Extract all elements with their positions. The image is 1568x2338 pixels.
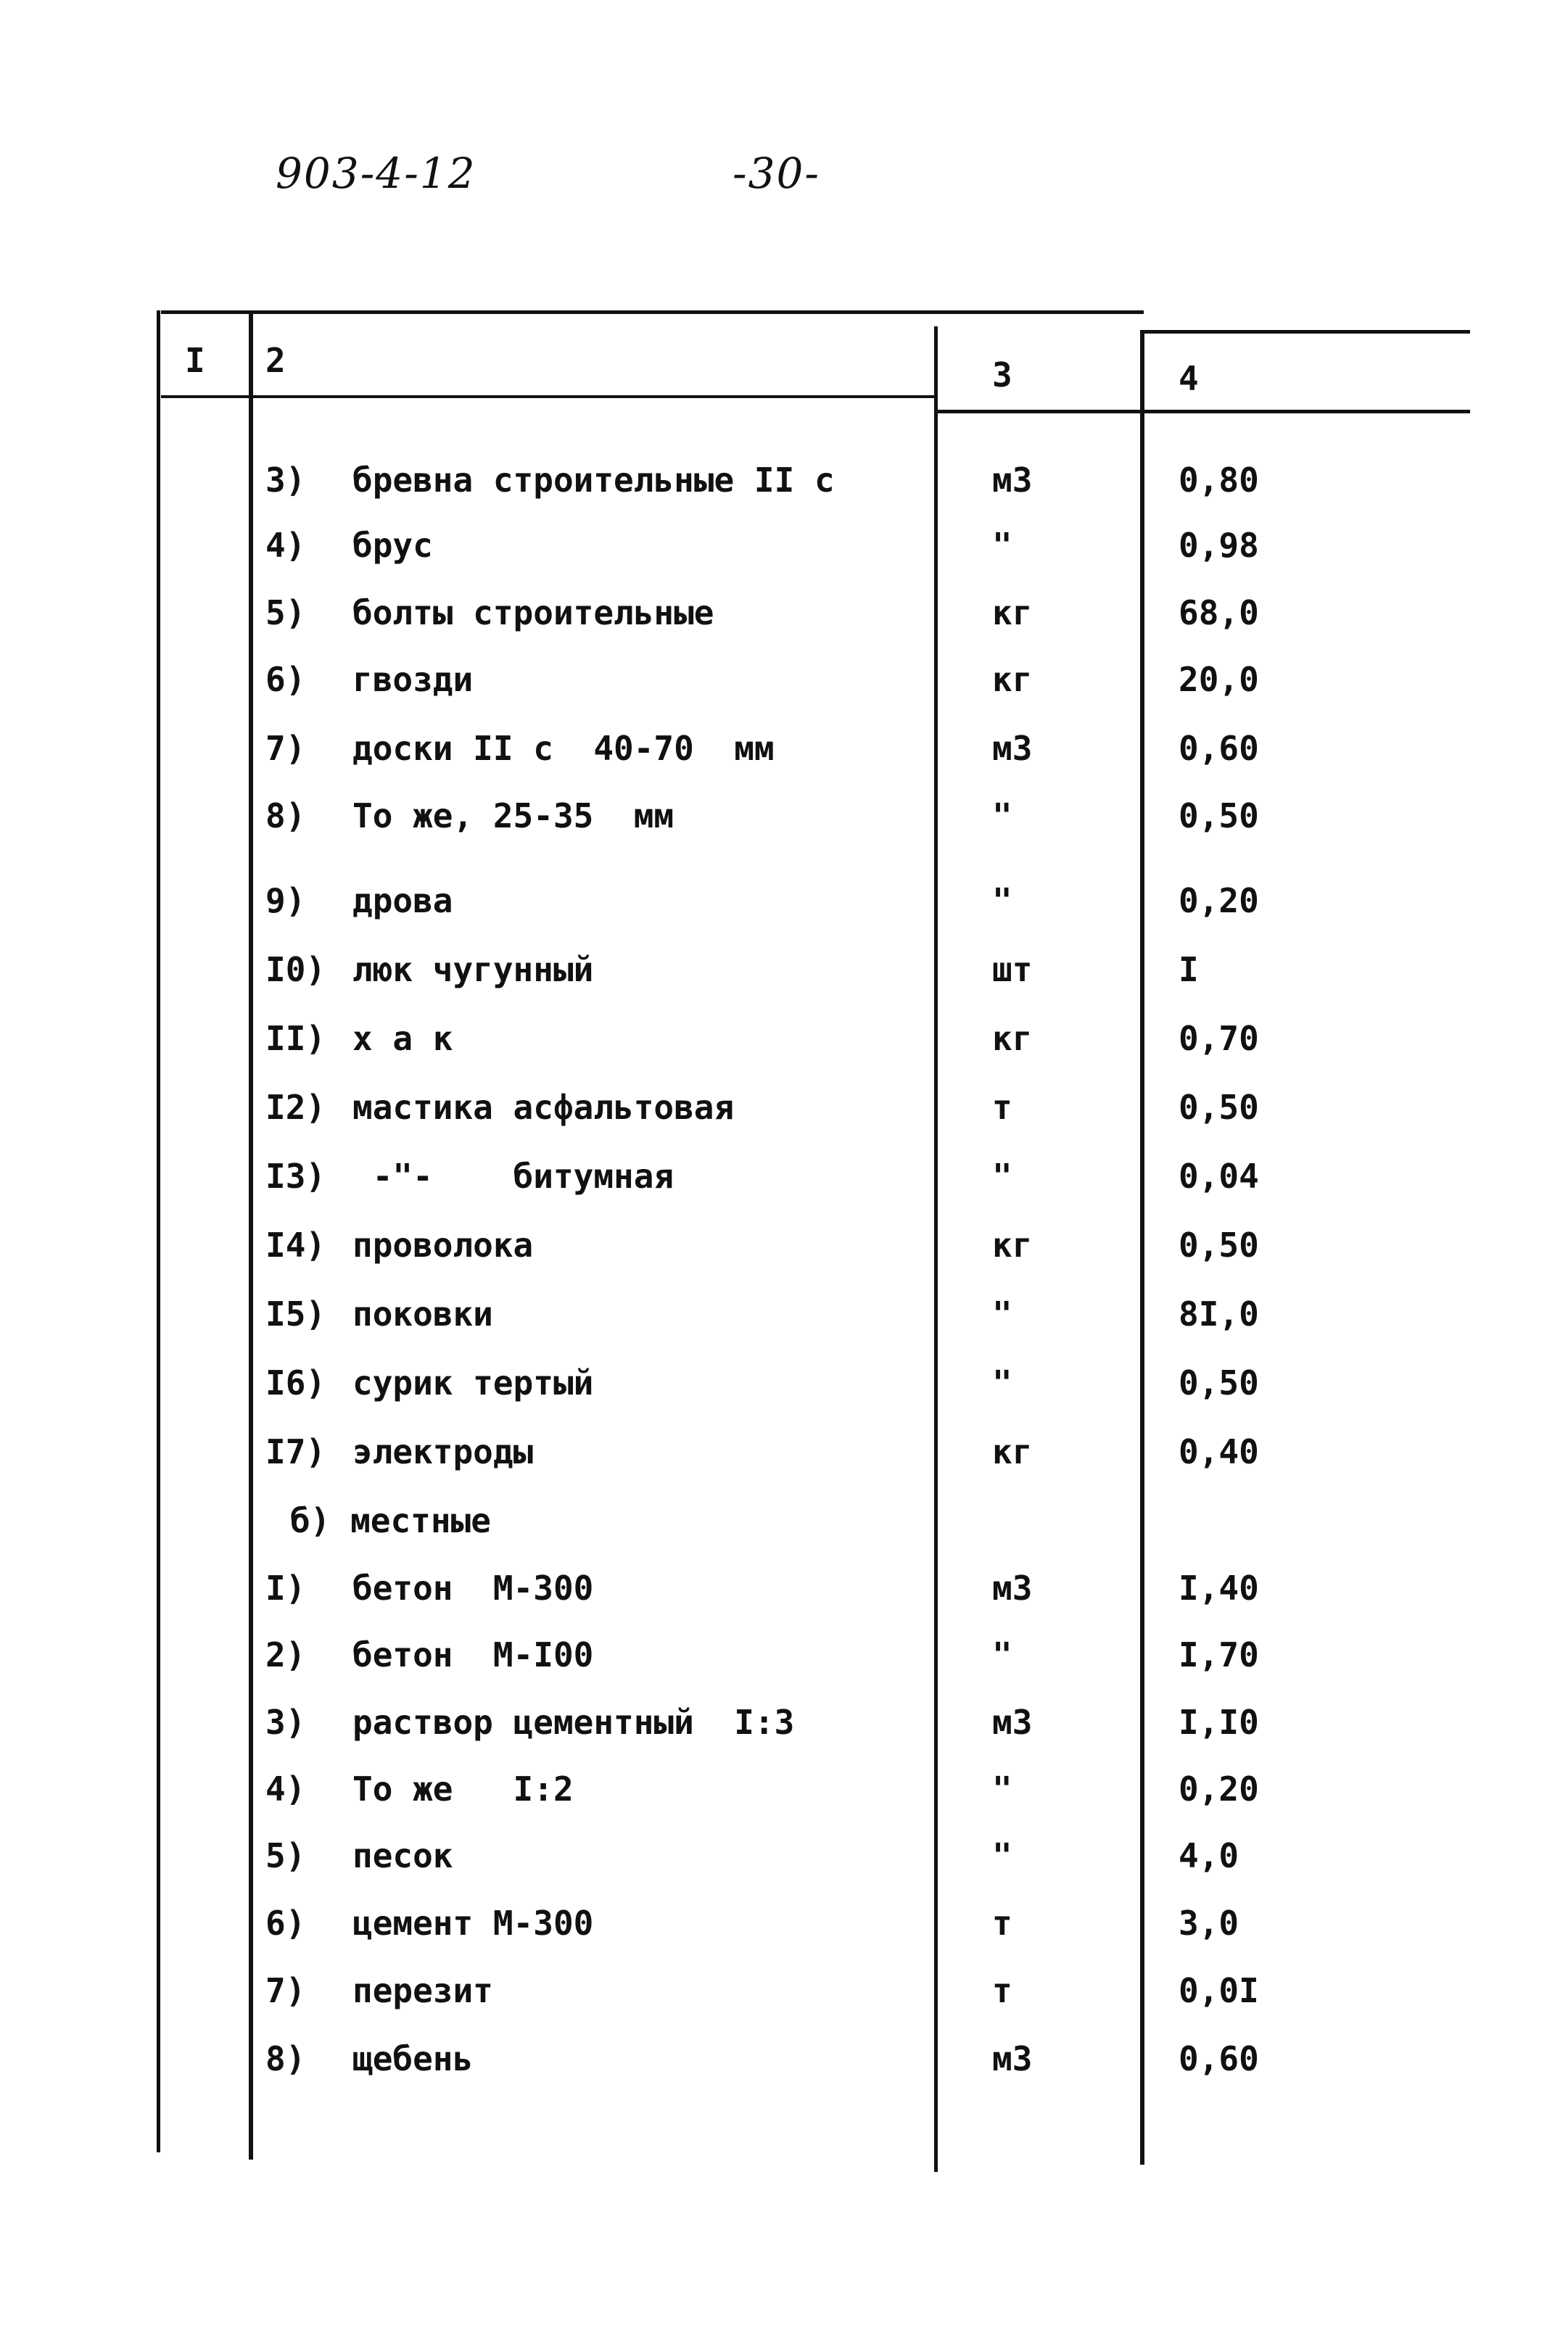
item-unit: кг <box>992 660 1033 699</box>
item-unit: шт <box>992 950 1033 989</box>
item-quantity: 0,98 <box>1179 526 1259 565</box>
item-unit: " <box>992 1157 1012 1196</box>
item-unit: кг <box>992 1432 1033 1471</box>
item-quantity: I,40 <box>1179 1569 1259 1608</box>
item-name: дрова <box>352 881 453 920</box>
table-row <box>0 1019 1568 1070</box>
table-row <box>0 881 1568 932</box>
item-unit: кг <box>992 1226 1033 1265</box>
item-quantity: 4,0 <box>1179 1836 1239 1875</box>
table-row <box>0 1971 1568 2022</box>
column-header-4: 4 <box>1179 359 1199 398</box>
table-row <box>0 1569 1568 1619</box>
item-unit: " <box>992 1836 1012 1875</box>
item-quantity: 20,0 <box>1179 660 1259 699</box>
item-number: 4) <box>265 526 306 565</box>
item-name: электроды <box>352 1432 534 1471</box>
item-quantity: 8I,0 <box>1179 1294 1259 1334</box>
item-name: брус <box>352 526 433 565</box>
item-number: 8) <box>265 796 306 835</box>
item-quantity: 0,60 <box>1179 2039 1259 2078</box>
item-name: болты строительные <box>352 593 714 632</box>
table-row <box>0 796 1568 847</box>
item-unit: т <box>992 1971 1012 2010</box>
item-number: 7) <box>265 1971 306 2010</box>
column-header-2: 2 <box>265 341 286 380</box>
table-row <box>0 460 1568 511</box>
item-number: 5) <box>265 593 306 632</box>
item-unit: м3 <box>992 729 1033 768</box>
item-unit: кг <box>992 1019 1033 1058</box>
item-name: х а к <box>352 1019 453 1058</box>
item-number: 3) <box>265 1703 306 1742</box>
item-unit: " <box>992 1769 1012 1809</box>
item-name: То же, 25-35 мм <box>352 796 674 835</box>
item-unit: " <box>992 1294 1012 1334</box>
table-row <box>0 1904 1568 1954</box>
column-header-3: 3 <box>992 355 1012 395</box>
table-row <box>0 1703 1568 1754</box>
table-row <box>0 1157 1568 1207</box>
table-row <box>0 526 1568 577</box>
item-unit: м3 <box>992 2039 1033 2078</box>
table-row <box>0 2039 1568 2090</box>
item-quantity: 0,60 <box>1179 729 1259 768</box>
item-unit: кг <box>992 593 1033 632</box>
item-quantity: 0,0I <box>1179 1971 1259 2010</box>
item-quantity: I,70 <box>1179 1635 1259 1674</box>
item-quantity: 0,20 <box>1179 1769 1259 1809</box>
header-bottom-rule-right <box>937 410 1470 413</box>
item-unit: м3 <box>992 1703 1033 1742</box>
item-number: 5) <box>265 1836 306 1875</box>
item-quantity: I <box>1179 950 1199 989</box>
item-name: сурик тертый <box>352 1363 594 1403</box>
item-quantity: 0,50 <box>1179 1088 1259 1127</box>
item-number: 9) <box>265 881 306 920</box>
table-row <box>0 1226 1568 1276</box>
item-quantity: 68,0 <box>1179 593 1259 632</box>
item-quantity: 0,50 <box>1179 1226 1259 1265</box>
item-quantity: 0,80 <box>1179 460 1259 500</box>
subsection-heading <box>0 1501 1568 1552</box>
table-top-rule-right <box>1144 330 1470 334</box>
item-number: 6) <box>265 660 306 699</box>
item-quantity: I,I0 <box>1179 1703 1259 1742</box>
item-quantity: 0,50 <box>1179 1363 1259 1403</box>
item-unit: м3 <box>992 460 1033 500</box>
header-bottom-rule <box>161 395 937 398</box>
item-unit: " <box>992 1635 1012 1674</box>
item-name: раствор цементный I:3 <box>352 1703 795 1742</box>
item-name: бетон М-300 <box>352 1569 594 1608</box>
document-code: 903-4-12 <box>276 149 476 198</box>
item-quantity: 0,70 <box>1179 1019 1259 1058</box>
item-name: доски II с 40-70 мм <box>352 729 775 768</box>
table-row <box>0 729 1568 780</box>
item-name: песок <box>352 1836 453 1875</box>
item-number: I7) <box>265 1432 326 1471</box>
item-number: 4) <box>265 1769 306 1809</box>
item-quantity: 0,40 <box>1179 1432 1259 1471</box>
table-row <box>0 1363 1568 1414</box>
table-row <box>0 1836 1568 1887</box>
item-quantity: 0,20 <box>1179 881 1259 920</box>
item-number: I0) <box>265 950 326 989</box>
item-quantity: 3,0 <box>1179 1904 1239 1943</box>
item-quantity: 0,50 <box>1179 796 1259 835</box>
table-row <box>0 1294 1568 1345</box>
item-number: 7) <box>265 729 306 768</box>
item-unit: " <box>992 796 1012 835</box>
item-unit: т <box>992 1088 1012 1127</box>
table-row <box>0 950 1568 1001</box>
page-number: -30- <box>733 149 820 198</box>
table-row <box>0 593 1568 644</box>
item-unit: м3 <box>992 1569 1033 1608</box>
item-name: цемент М-300 <box>352 1904 594 1943</box>
item-name: поковки <box>352 1294 493 1334</box>
item-number: I) <box>265 1569 306 1608</box>
item-number: I6) <box>265 1363 326 1403</box>
item-unit: " <box>992 1363 1012 1403</box>
column-header-1: I <box>185 341 205 380</box>
item-number: 3) <box>265 460 306 500</box>
item-number: 8) <box>265 2039 306 2078</box>
table-top-rule <box>161 310 1144 314</box>
item-number: I5) <box>265 1294 326 1334</box>
item-number: 6) <box>265 1904 306 1943</box>
item-number: I2) <box>265 1088 326 1127</box>
item-name: мастика асфальтовая <box>352 1088 735 1127</box>
table-row <box>0 660 1568 711</box>
item-name: проволока <box>352 1226 534 1265</box>
item-unit: " <box>992 526 1012 565</box>
table-row <box>0 1635 1568 1686</box>
item-number: I3) <box>265 1157 326 1196</box>
table-row <box>0 1088 1568 1139</box>
item-name: бетон М-I00 <box>352 1635 594 1674</box>
item-number: 2) <box>265 1635 306 1674</box>
item-name: люк чугунный <box>352 950 594 989</box>
item-number: I4) <box>265 1226 326 1265</box>
subsection-label: б) местные <box>290 1501 491 1540</box>
item-name: То же I:2 <box>352 1769 574 1809</box>
item-name: щебень <box>352 2039 474 2078</box>
item-quantity: 0,04 <box>1179 1157 1259 1196</box>
item-unit: т <box>992 1904 1012 1943</box>
table-row <box>0 1432 1568 1483</box>
item-name: -"- битумная <box>352 1157 674 1196</box>
item-name: перезит <box>352 1971 493 2010</box>
item-name: бревна строительные II с <box>352 460 835 500</box>
item-number: II) <box>265 1019 326 1058</box>
item-name: гвозди <box>352 660 474 699</box>
item-unit: " <box>992 881 1012 920</box>
table-row <box>0 1769 1568 1820</box>
